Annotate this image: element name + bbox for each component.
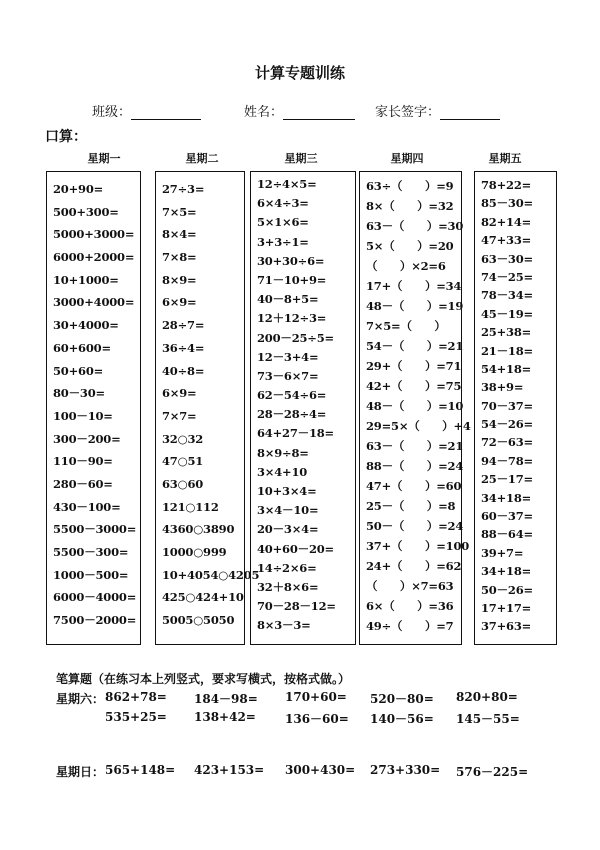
problem-item: 27÷3= (162, 182, 205, 196)
problem-item: 300－200= (53, 431, 121, 446)
problem-item: 64+27－18= (257, 426, 334, 441)
problem-item: 74－25= (481, 269, 533, 284)
problem-item: 80－30= (53, 386, 105, 401)
problem-item: 47+33= (481, 233, 532, 248)
problem-item: 8×（ ）=32 (366, 199, 454, 213)
problem-item: 82+14= (481, 214, 532, 229)
problem-item: 88－（ ）=24 (366, 459, 464, 473)
written-problem: 136－60= (285, 712, 349, 726)
day-header-wednesday: 星期三 (284, 152, 318, 165)
problem-item: 50－（ ）=24 (366, 519, 464, 533)
problem-item: 12＋12÷3= (257, 311, 327, 326)
day-header-thursday: 星期四 (390, 152, 424, 165)
parent-signature-label: 家长签字： (375, 105, 441, 120)
problem-item: 71－10+9= (257, 272, 327, 287)
written-section-title: 笔算题（在练习本上列竖式，要求写横式，按格式做。） (56, 672, 351, 686)
problem-item: 32○32 (162, 431, 204, 446)
problem-item: 34+18= (481, 490, 532, 505)
problem-item: 4360○3890 (162, 522, 235, 537)
problem-item: （ ）×7=63 (366, 579, 454, 593)
problem-item: 8×9÷8= (257, 445, 309, 460)
class-label: 班级： (92, 105, 132, 120)
problem-item: 54－（ ）=21 (366, 339, 464, 353)
problem-item: 6×9= (162, 295, 197, 310)
problem-item: 42+（ ）=75 (366, 379, 462, 393)
problem-item: 500+300= (53, 204, 119, 219)
problem-item: 40÷8= (162, 363, 205, 378)
problem-list-monday (53, 178, 138, 632)
problem-item: 54+18= (481, 361, 532, 376)
written-problem: 423+153= (194, 763, 265, 777)
problem-item: 20+90= (53, 182, 104, 196)
problem-item: 39+7= (481, 545, 524, 560)
problem-item: 110－90= (53, 454, 113, 469)
name-field (244, 101, 355, 120)
problem-item: 30+4000= (53, 318, 119, 333)
written-problem: 820+80= (456, 690, 518, 704)
problem-item: 30+30÷6= (257, 253, 325, 268)
problem-item: 45－19= (481, 306, 533, 321)
problem-item: 3×4－10= (257, 503, 319, 518)
problem-item: 49÷（ ）=7 (366, 619, 454, 633)
written-problem: 862+78= (105, 690, 167, 704)
sunday-row (0, 763, 600, 781)
problem-list-wednesday (257, 175, 353, 636)
mental-math-label: 口算： (45, 129, 87, 145)
problem-item: 10+4054○4205 (162, 567, 260, 582)
problem-item: 7500－2000= (53, 613, 137, 628)
problem-item: 3000+4000= (53, 295, 135, 310)
sunday-label: 星期日： (56, 765, 105, 779)
column-wednesday (250, 171, 356, 645)
problem-item: 20－3×4= (257, 522, 319, 537)
problem-item: 63－（ ）=21 (366, 439, 464, 453)
problem-item: 7×5=（ ） (366, 319, 446, 333)
problem-list-friday (481, 176, 554, 636)
problem-item: 50+60= (53, 363, 104, 378)
saturday-row-2 (0, 710, 600, 728)
problem-item: 63○60 (162, 476, 204, 491)
problem-item: 32＋8×6= (257, 579, 319, 594)
problem-item: 25－17= (481, 472, 533, 487)
problem-item: 425○424+10 (162, 590, 244, 605)
problem-item: 48－（ ）=19 (366, 299, 464, 313)
problem-item: 25+38= (481, 325, 532, 340)
written-problem: 520－80= (370, 692, 434, 706)
written-problem: 565+148= (105, 763, 176, 777)
problem-item: 5×（ ）=20 (366, 239, 454, 253)
problem-item: 24+（ ）=62 (366, 559, 462, 573)
column-friday (474, 171, 557, 645)
problem-item: 37+（ ）=100 (366, 539, 470, 553)
problem-item: 25－（ ）=8 (366, 499, 456, 513)
problem-item: 10+1000= (53, 272, 119, 287)
column-monday (46, 171, 141, 645)
problem-item: 63－30= (481, 251, 533, 266)
problem-item: 14÷2×6= (257, 560, 317, 575)
problem-item: 6000－4000= (53, 590, 137, 605)
problem-item: 1000－500= (53, 567, 129, 582)
problem-item: 78+22= (481, 178, 532, 192)
problem-item: 280－60= (53, 476, 113, 491)
column-thursday (359, 171, 471, 645)
problem-item: 73－6×7= (257, 368, 319, 383)
written-problem: 145－55= (456, 712, 520, 726)
problem-item: 40+60－20= (257, 541, 334, 556)
problem-item: 12－3+4= (257, 349, 319, 364)
written-problem: 273+330= (370, 763, 441, 777)
written-problem: 576－225= (456, 765, 529, 779)
problem-item: 50－26= (481, 582, 533, 597)
problem-item: 40－8+5= (257, 292, 319, 307)
saturday-row-1 (0, 690, 600, 708)
problem-item: 100－10= (53, 408, 113, 423)
name-label: 姓名： (244, 105, 284, 120)
problem-item: 6×9= (162, 386, 197, 401)
written-problem: 300+430= (285, 763, 356, 777)
problem-item: 85－30= (481, 196, 533, 211)
problem-item: 70－28－12= (257, 599, 336, 614)
problem-item: 5000+3000= (53, 227, 135, 242)
problem-item: 8×9= (162, 272, 197, 287)
page-title: 计算专题训练 (254, 64, 345, 82)
written-problem: 170+60= (285, 690, 347, 704)
problem-item: （ ）×2=6 (366, 259, 446, 273)
student-info-row (0, 101, 600, 121)
problem-item: 5×1×6= (257, 215, 309, 230)
class-field (92, 101, 201, 120)
problem-item: 430－100= (53, 499, 121, 514)
class-blank-line[interactable] (131, 105, 201, 120)
problem-item: 3+3÷1= (257, 234, 309, 249)
parent-signature-blank-line[interactable] (440, 105, 500, 120)
problem-list-tuesday (162, 178, 260, 632)
problem-item: 7×7= (162, 408, 197, 423)
problem-item: 47+（ ）=60 (366, 479, 462, 493)
written-problem: 138+42= (194, 710, 256, 724)
problem-item: 5500－3000= (53, 522, 137, 537)
problem-item: 12÷4×5= (257, 177, 317, 191)
problem-item: 78－34= (481, 288, 533, 303)
problem-item: 7×5= (162, 204, 197, 219)
saturday-label: 星期六： (56, 692, 105, 706)
problem-item: 48－（ ）=10 (366, 399, 464, 413)
problem-item: 10+3×4= (257, 484, 317, 498)
problem-item: 70－37= (481, 398, 533, 413)
name-blank-line[interactable] (283, 105, 355, 120)
problem-item: 47○51 (162, 454, 204, 469)
problem-item: 63－（ ）=30 (366, 219, 464, 233)
problem-list-thursday (366, 176, 471, 636)
problem-item: 8×4= (162, 227, 197, 242)
written-problem: 184－98= (194, 692, 258, 706)
problem-item: 17+17= (481, 600, 532, 615)
problem-item: 28÷7= (162, 318, 205, 333)
parent-signature-field (375, 101, 500, 120)
problem-item: 94－78= (481, 453, 533, 468)
problem-item: 5500－300= (53, 545, 129, 559)
problem-item: 6000+2000= (53, 250, 135, 265)
problem-item: 38+9= (481, 380, 524, 395)
column-tuesday (155, 171, 260, 645)
problem-item: 5005○5050 (162, 613, 235, 628)
problem-item: 37+63= (481, 619, 532, 634)
problem-item: 6×（ ）=36 (366, 599, 454, 613)
problem-item: 17+（ ）=34 (366, 279, 462, 293)
problem-item: 60－37= (481, 509, 533, 524)
problem-item: 8×3－3= (257, 618, 311, 633)
problem-item: 7×8= (162, 250, 197, 265)
day-header-friday: 星期五 (488, 152, 522, 165)
problem-item: 36÷4= (162, 340, 205, 355)
problem-item: 3×4+10 (257, 464, 308, 479)
problem-item: 200－25÷5= (257, 330, 334, 345)
day-header-tuesday: 星期二 (185, 152, 219, 165)
problem-item: 29=5×（ ）+4 (366, 419, 471, 433)
problem-item: 29+（ ）=71 (366, 359, 462, 373)
problem-item: 62－54÷6= (257, 388, 327, 403)
problem-item: 6×4÷3= (257, 196, 309, 211)
problem-item: 28－28÷4= (257, 407, 327, 422)
day-header-monday: 星期一 (87, 152, 121, 165)
problem-item: 21－18= (481, 343, 533, 358)
problem-item: 1000○999 (162, 545, 227, 559)
problem-item: 54－26= (481, 417, 533, 432)
problem-item: 60+600= (53, 340, 111, 355)
problem-item: 88－64= (481, 527, 533, 542)
problem-item: 34+18= (481, 564, 532, 579)
problem-item: 121○112 (162, 499, 219, 514)
written-problem: 140－56= (370, 712, 434, 726)
written-problem: 535+25= (105, 710, 167, 724)
problem-item: 72－63= (481, 435, 533, 450)
problem-item: 63÷（ ）=9 (366, 179, 454, 193)
